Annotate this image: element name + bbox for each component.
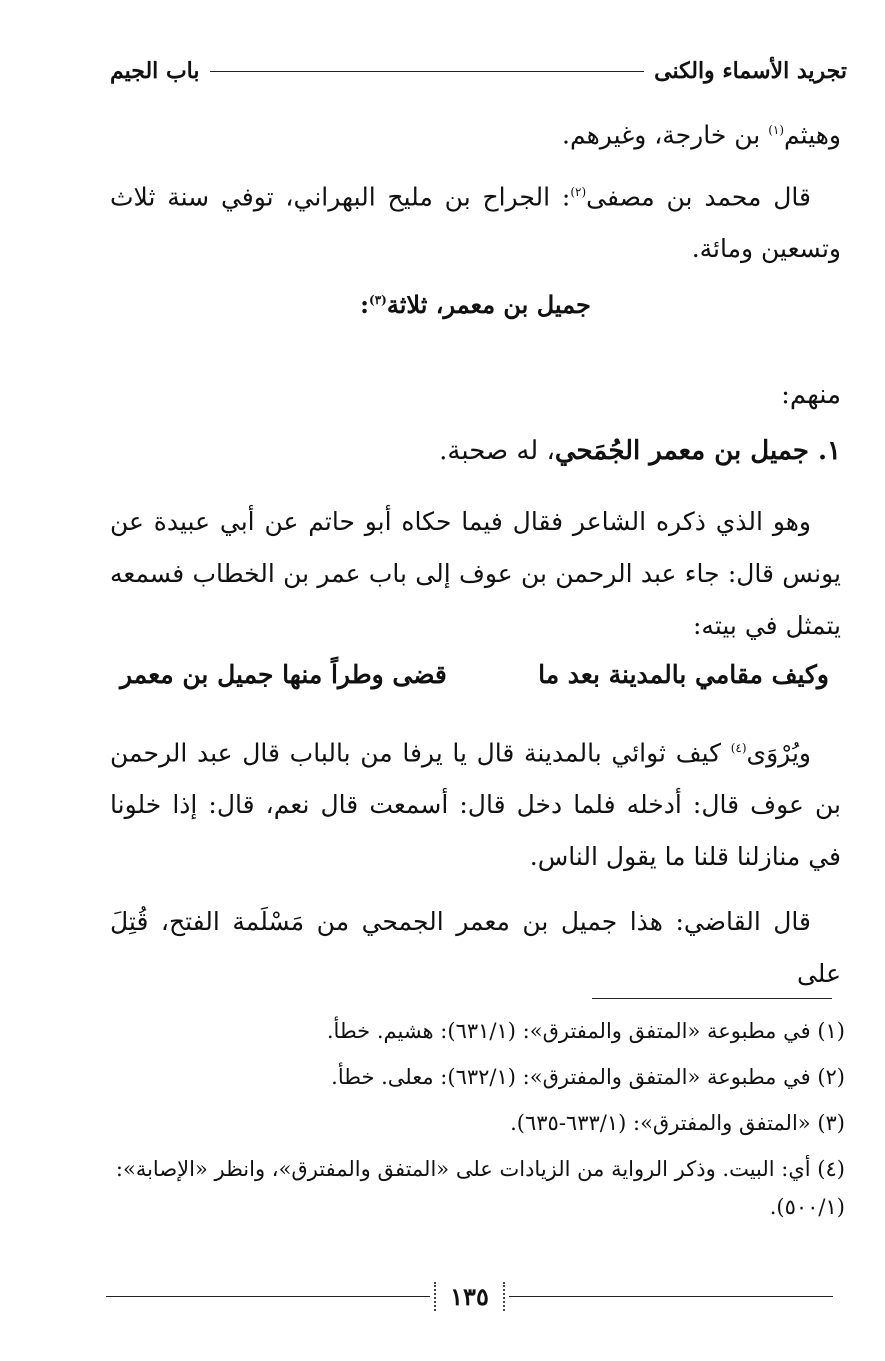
p3-text: وهو الذي ذكره الشاعر فقال فيما حكاه أبو حاتم عن أبي عبيدة عن يونس قال: جاء عبد الرحمن بن عوف إلى باب عمر بن الخطاب فسمعه يتمثل في بيته:: [110, 507, 841, 640]
footnote-1: (١) في مطبوعة «المتفق والمفترق»: (٦٣١/١): هشيم. خطأ.: [326, 1019, 845, 1043]
minhum-text: منهم:: [781, 380, 841, 410]
entry-1-name: ١. جميل بن معمر الجُمَحي: [554, 436, 841, 466]
footnote-ref-2[interactable]: (٢): [570, 185, 587, 199]
verse-hemistich-right: وكيف مقامي بالمدينة بعد ما: [538, 660, 829, 689]
paragraph-3: [110, 496, 841, 652]
paragraph-5: [110, 896, 841, 1000]
footnote-4: (٤) أي: البيت. وذكر الرواية من الزيادات على «المتفق والمفترق»، وانظر «الإصابة»: (٥٠٠/١).: [115, 1157, 845, 1219]
footnote-separator: [592, 998, 832, 999]
chapter-title: باب الجيم: [110, 58, 200, 84]
p4-start: ويُرْوَى: [746, 738, 811, 768]
poetry-verse: [120, 660, 829, 706]
paragraph-2: [110, 166, 841, 275]
entry-1-rest: ، له صحبة.: [439, 436, 555, 466]
p2-rest: : الجراح بن مليح البهراني، توفي سنة ثلاث وتسعين ومائة.: [110, 182, 841, 264]
footer-rule-right: [509, 1296, 833, 1297]
p1-rest: بن خارجة، وغيرهم.: [562, 120, 769, 150]
footnote-2: (٢) في مطبوعة «المتفق والمفترق»: (٦٣٢/١): معلى. خطأ.: [331, 1065, 845, 1089]
footnotes: [110, 1012, 845, 1234]
minhum-label: [110, 380, 841, 410]
footnote-ref-1[interactable]: (١): [768, 123, 785, 137]
p5-text: قال القاضي: هذا جميل بن معمر الجمحي من مَسْلَمة الفتح، قُتِلَ على: [110, 907, 841, 988]
footnote-ref-3[interactable]: (٣): [369, 293, 387, 307]
section-heading-text: جميل بن معمر، ثلاثة: [386, 290, 591, 319]
footer-rule-left: [106, 1296, 430, 1297]
book-title: تجريد الأسماء والكنى: [654, 58, 847, 84]
footnote-ref-4[interactable]: (٤): [730, 741, 747, 755]
page-number: ١٣٥: [434, 1282, 505, 1311]
section-heading: [110, 290, 841, 319]
running-header: [110, 54, 847, 88]
entry-1: [110, 436, 841, 466]
header-rule: [210, 71, 645, 72]
verse-hemistich-left: قضى وطراً منها جميل بن معمر: [120, 660, 447, 689]
section-colon: :: [360, 290, 370, 319]
p4-rest: كيف ثوائي بالمدينة قال يا يرفا من بالباب قال عبد الرحمن بن عوف قال: أدخله فلما دخل قال: أسمعت قال نعم، قال: إذا خلونا في منازلنا قلنا ما يقول الناس.: [110, 738, 841, 872]
p2-text: قال محمد بن مصفى: [586, 182, 811, 212]
page-footer: [106, 1278, 833, 1314]
footnote-3: (٣) «المتفق والمفترق»: (٦٣٣/١-٦٣٥).: [510, 1111, 845, 1135]
paragraph-4: [110, 722, 841, 883]
paragraph-1: [110, 104, 841, 161]
p1-text: وهيثم: [784, 120, 841, 150]
